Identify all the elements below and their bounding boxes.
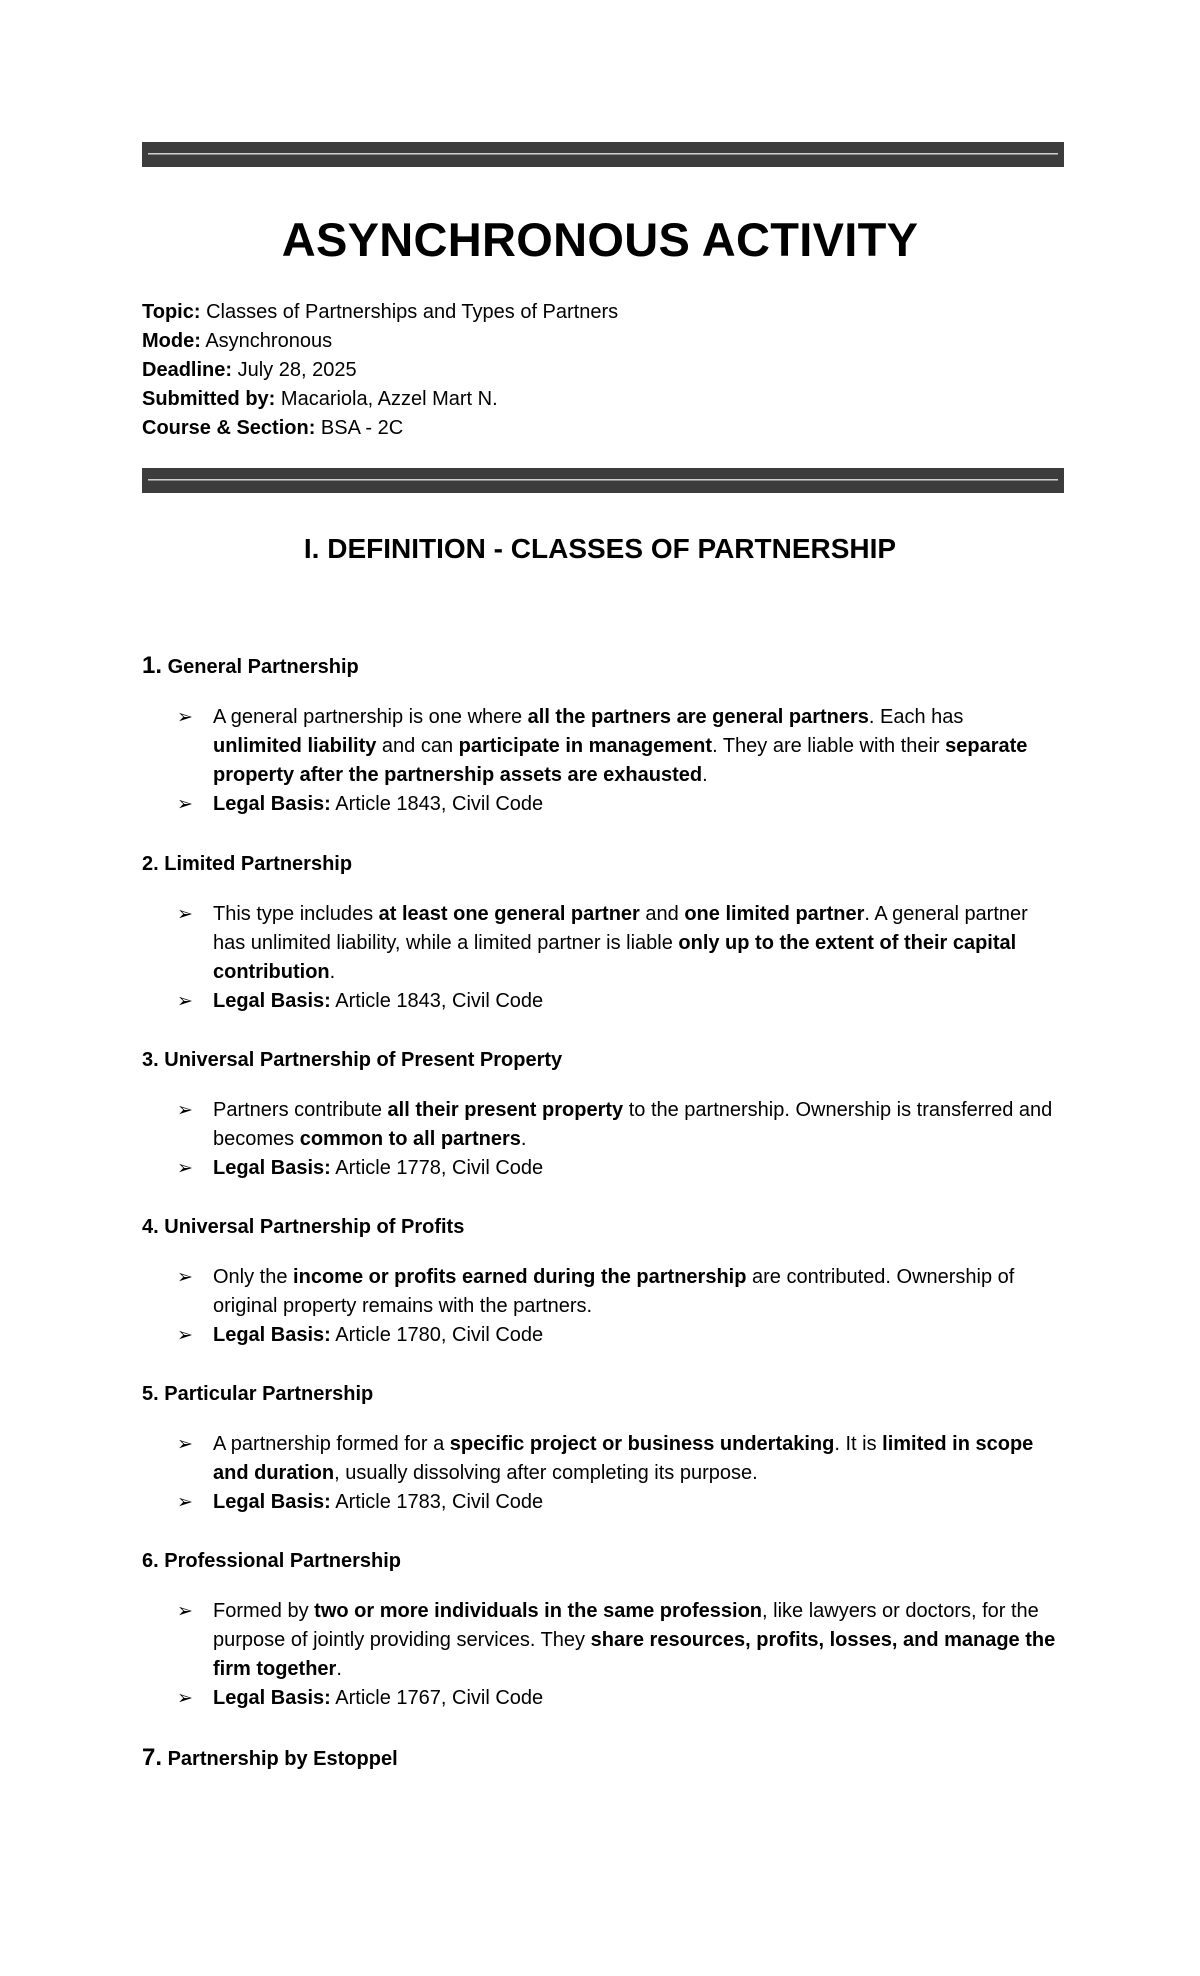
legal-basis-value: Article 1783, Civil Code — [335, 1491, 544, 1513]
item-heading — [142, 1213, 1072, 1241]
meta-submitted-by — [142, 385, 618, 414]
emphasis-text: limited in scope and duration — [213, 1433, 1034, 1484]
description-bullet — [142, 1597, 1057, 1684]
emphasis-text: at least one general partner — [378, 903, 640, 925]
emphasis-text: all their present property — [387, 1099, 624, 1121]
item-title: Particular Partnership — [164, 1383, 374, 1405]
description-text — [213, 1266, 1014, 1317]
partnership-class-universal-present-property — [142, 1046, 1072, 1183]
description-bullet — [142, 1263, 1057, 1321]
emphasis-text: only up to the extent of their capital contribution — [213, 932, 1017, 983]
item-bullets — [142, 1430, 1072, 1517]
meta-value: July 28, 2025 — [237, 359, 357, 381]
legal-basis-label: Legal Basis: — [213, 1687, 331, 1709]
meta-value: Asynchronous — [205, 330, 333, 352]
arrowhead-bullet-icon: ➢ — [177, 706, 193, 728]
arrowhead-bullet-icon: ➢ — [177, 1099, 193, 1121]
emphasis-text: separate property after the partnership assets are exhausted — [213, 735, 1028, 786]
emphasis-text: unlimited liability — [213, 735, 377, 757]
arrowhead-bullet-icon: ➢ — [177, 1687, 193, 1709]
meta-mode — [142, 327, 618, 356]
text-run: . They are liable with their — [712, 735, 946, 757]
text-run: . — [702, 764, 708, 786]
item-number: 7. — [142, 1744, 163, 1771]
arrowhead-bullet-icon: ➢ — [177, 1324, 193, 1346]
arrowhead-bullet-icon: ➢ — [177, 1157, 193, 1179]
legal-basis-value: Article 1767, Civil Code — [335, 1687, 544, 1709]
emphasis-text: one limited partner — [684, 903, 865, 925]
text-run: A partnership formed for a — [213, 1433, 450, 1455]
text-run: , usually dissolving after completing its purpose. — [334, 1462, 758, 1484]
text-run: . — [329, 961, 336, 983]
partnership-class-limited — [142, 850, 1072, 1016]
arrowhead-bullet-icon: ➢ — [177, 1491, 193, 1513]
legal-basis-label: Legal Basis: — [213, 793, 331, 815]
item-heading — [142, 1547, 1072, 1575]
arrowhead-bullet-icon: ➢ — [177, 793, 193, 815]
arrowhead-bullet-icon: ➢ — [177, 1600, 193, 1622]
description-text — [213, 1099, 1052, 1150]
meta-label: Deadline: — [142, 359, 233, 381]
header-divider-bar — [142, 142, 1064, 167]
description-text — [213, 903, 1028, 983]
text-run: . Each has — [868, 706, 964, 728]
text-run: . — [520, 1128, 527, 1150]
meta-value: Classes of Partnerships and Types of Partners — [206, 301, 619, 323]
emphasis-text: all the partners are general partners — [527, 706, 869, 728]
text-run: . — [336, 1658, 342, 1680]
description-bullet — [142, 703, 1057, 790]
item-title: Limited Partnership — [164, 853, 353, 875]
text-run: Only the — [213, 1266, 294, 1288]
item-bullets — [142, 703, 1072, 819]
item-number: 4. — [142, 1216, 159, 1238]
meta-value: BSA - 2C — [320, 417, 404, 439]
partnership-class-universal-profits — [142, 1213, 1072, 1350]
text-run: . A general partner has unlimited liability, while a limited partner is liable — [213, 903, 1028, 954]
emphasis-text: common to all partners — [299, 1128, 521, 1150]
item-title: General Partnership — [167, 656, 359, 678]
meta-label: Mode: — [142, 330, 201, 352]
item-title: Partnership by Estoppel — [167, 1748, 398, 1770]
legal-basis-label: Legal Basis: — [213, 1491, 331, 1513]
text-run: , like lawyers or doctors, for the purpose of jointly providing services. They — [213, 1600, 1039, 1651]
meta-course-section — [142, 414, 618, 443]
item-bullets — [142, 1597, 1072, 1713]
document-title: ASYNCHRONOUS ACTIVITY — [281, 213, 919, 266]
legal-basis-value: Article 1780, Civil Code — [335, 1324, 544, 1346]
meta-value: Macariola, Azzel Mart N. — [280, 388, 498, 410]
legal-basis-value: Article 1778, Civil Code — [335, 1157, 544, 1179]
meta-topic — [142, 298, 618, 327]
description-text — [213, 1600, 1055, 1680]
meta-label: Course & Section: — [142, 417, 316, 439]
legal-basis-bullet — [142, 790, 1057, 819]
section-heading: I. DEFINITION - CLASSES OF PARTNERSHIP — [303, 533, 897, 564]
arrowhead-bullet-icon: ➢ — [177, 1266, 193, 1288]
legal-basis-label: Legal Basis: — [213, 1157, 331, 1179]
item-number: 5. — [142, 1383, 159, 1405]
text-run: are contributed. Ownership of original property remains with the partners. — [213, 1266, 1015, 1317]
text-run: and — [639, 903, 685, 925]
item-number: 1. — [142, 652, 163, 679]
item-title: Universal Partnership of Profits — [164, 1216, 465, 1238]
item-heading — [142, 1380, 1072, 1408]
item-bullets — [142, 900, 1072, 1016]
legal-basis-bullet — [142, 1321, 1057, 1350]
item-title: Universal Partnership of Present Property — [164, 1049, 563, 1071]
text-run: This type includes — [213, 903, 379, 925]
partnership-class-professional — [142, 1547, 1072, 1713]
description-text — [213, 706, 1027, 786]
legal-basis-label: Legal Basis: — [213, 1324, 331, 1346]
item-number: 6. — [142, 1550, 159, 1572]
item-bullets — [142, 1263, 1072, 1350]
arrowhead-bullet-icon: ➢ — [177, 990, 193, 1012]
partnership-class-particular — [142, 1380, 1072, 1517]
partnership-class-estoppel — [142, 1744, 1072, 1773]
text-run: Partners contribute — [213, 1099, 388, 1121]
item-bullets — [142, 1096, 1072, 1183]
description-bullet — [142, 900, 1057, 987]
legal-basis-bullet — [142, 1154, 1057, 1183]
meta-deadline — [142, 356, 618, 385]
meta-label: Topic: — [142, 301, 201, 323]
activity-details — [142, 298, 618, 443]
arrowhead-bullet-icon: ➢ — [177, 1433, 193, 1455]
text-run: A general partnership is one where — [213, 706, 528, 728]
item-heading — [142, 652, 1072, 681]
item-title: Professional Partnership — [164, 1550, 401, 1572]
section-divider-bar — [142, 468, 1064, 493]
text-run: . It is — [834, 1433, 883, 1455]
item-heading — [142, 1744, 1072, 1773]
legal-basis-value: Article 1843, Civil Code — [335, 793, 544, 815]
meta-label: Submitted by: — [142, 388, 276, 410]
text-run: and can — [376, 735, 459, 757]
emphasis-text: participate in management — [458, 735, 713, 757]
description-text — [213, 1433, 1033, 1484]
legal-basis-bullet — [142, 1488, 1057, 1517]
partnership-class-general — [142, 652, 1072, 819]
item-number: 3. — [142, 1049, 159, 1071]
item-heading — [142, 850, 1072, 878]
description-bullet — [142, 1096, 1057, 1154]
item-number: 2. — [142, 853, 159, 875]
arrowhead-bullet-icon: ➢ — [177, 903, 193, 925]
legal-basis-bullet — [142, 987, 1057, 1016]
emphasis-text: income or profits earned during the partnership — [293, 1266, 747, 1288]
legal-basis-label: Legal Basis: — [213, 990, 331, 1012]
emphasis-text: share resources, profits, losses, and manage the firm together — [213, 1629, 1056, 1680]
emphasis-text: specific project or business undertaking — [449, 1433, 835, 1455]
text-run: to the partnership. Ownership is transferred and becomes — [213, 1099, 1053, 1150]
description-bullet — [142, 1430, 1057, 1488]
item-heading — [142, 1046, 1072, 1074]
text-run: Formed by — [213, 1600, 315, 1622]
legal-basis-value: Article 1843, Civil Code — [335, 990, 544, 1012]
legal-basis-bullet — [142, 1684, 1057, 1713]
emphasis-text: two or more individuals in the same profession — [314, 1600, 763, 1622]
